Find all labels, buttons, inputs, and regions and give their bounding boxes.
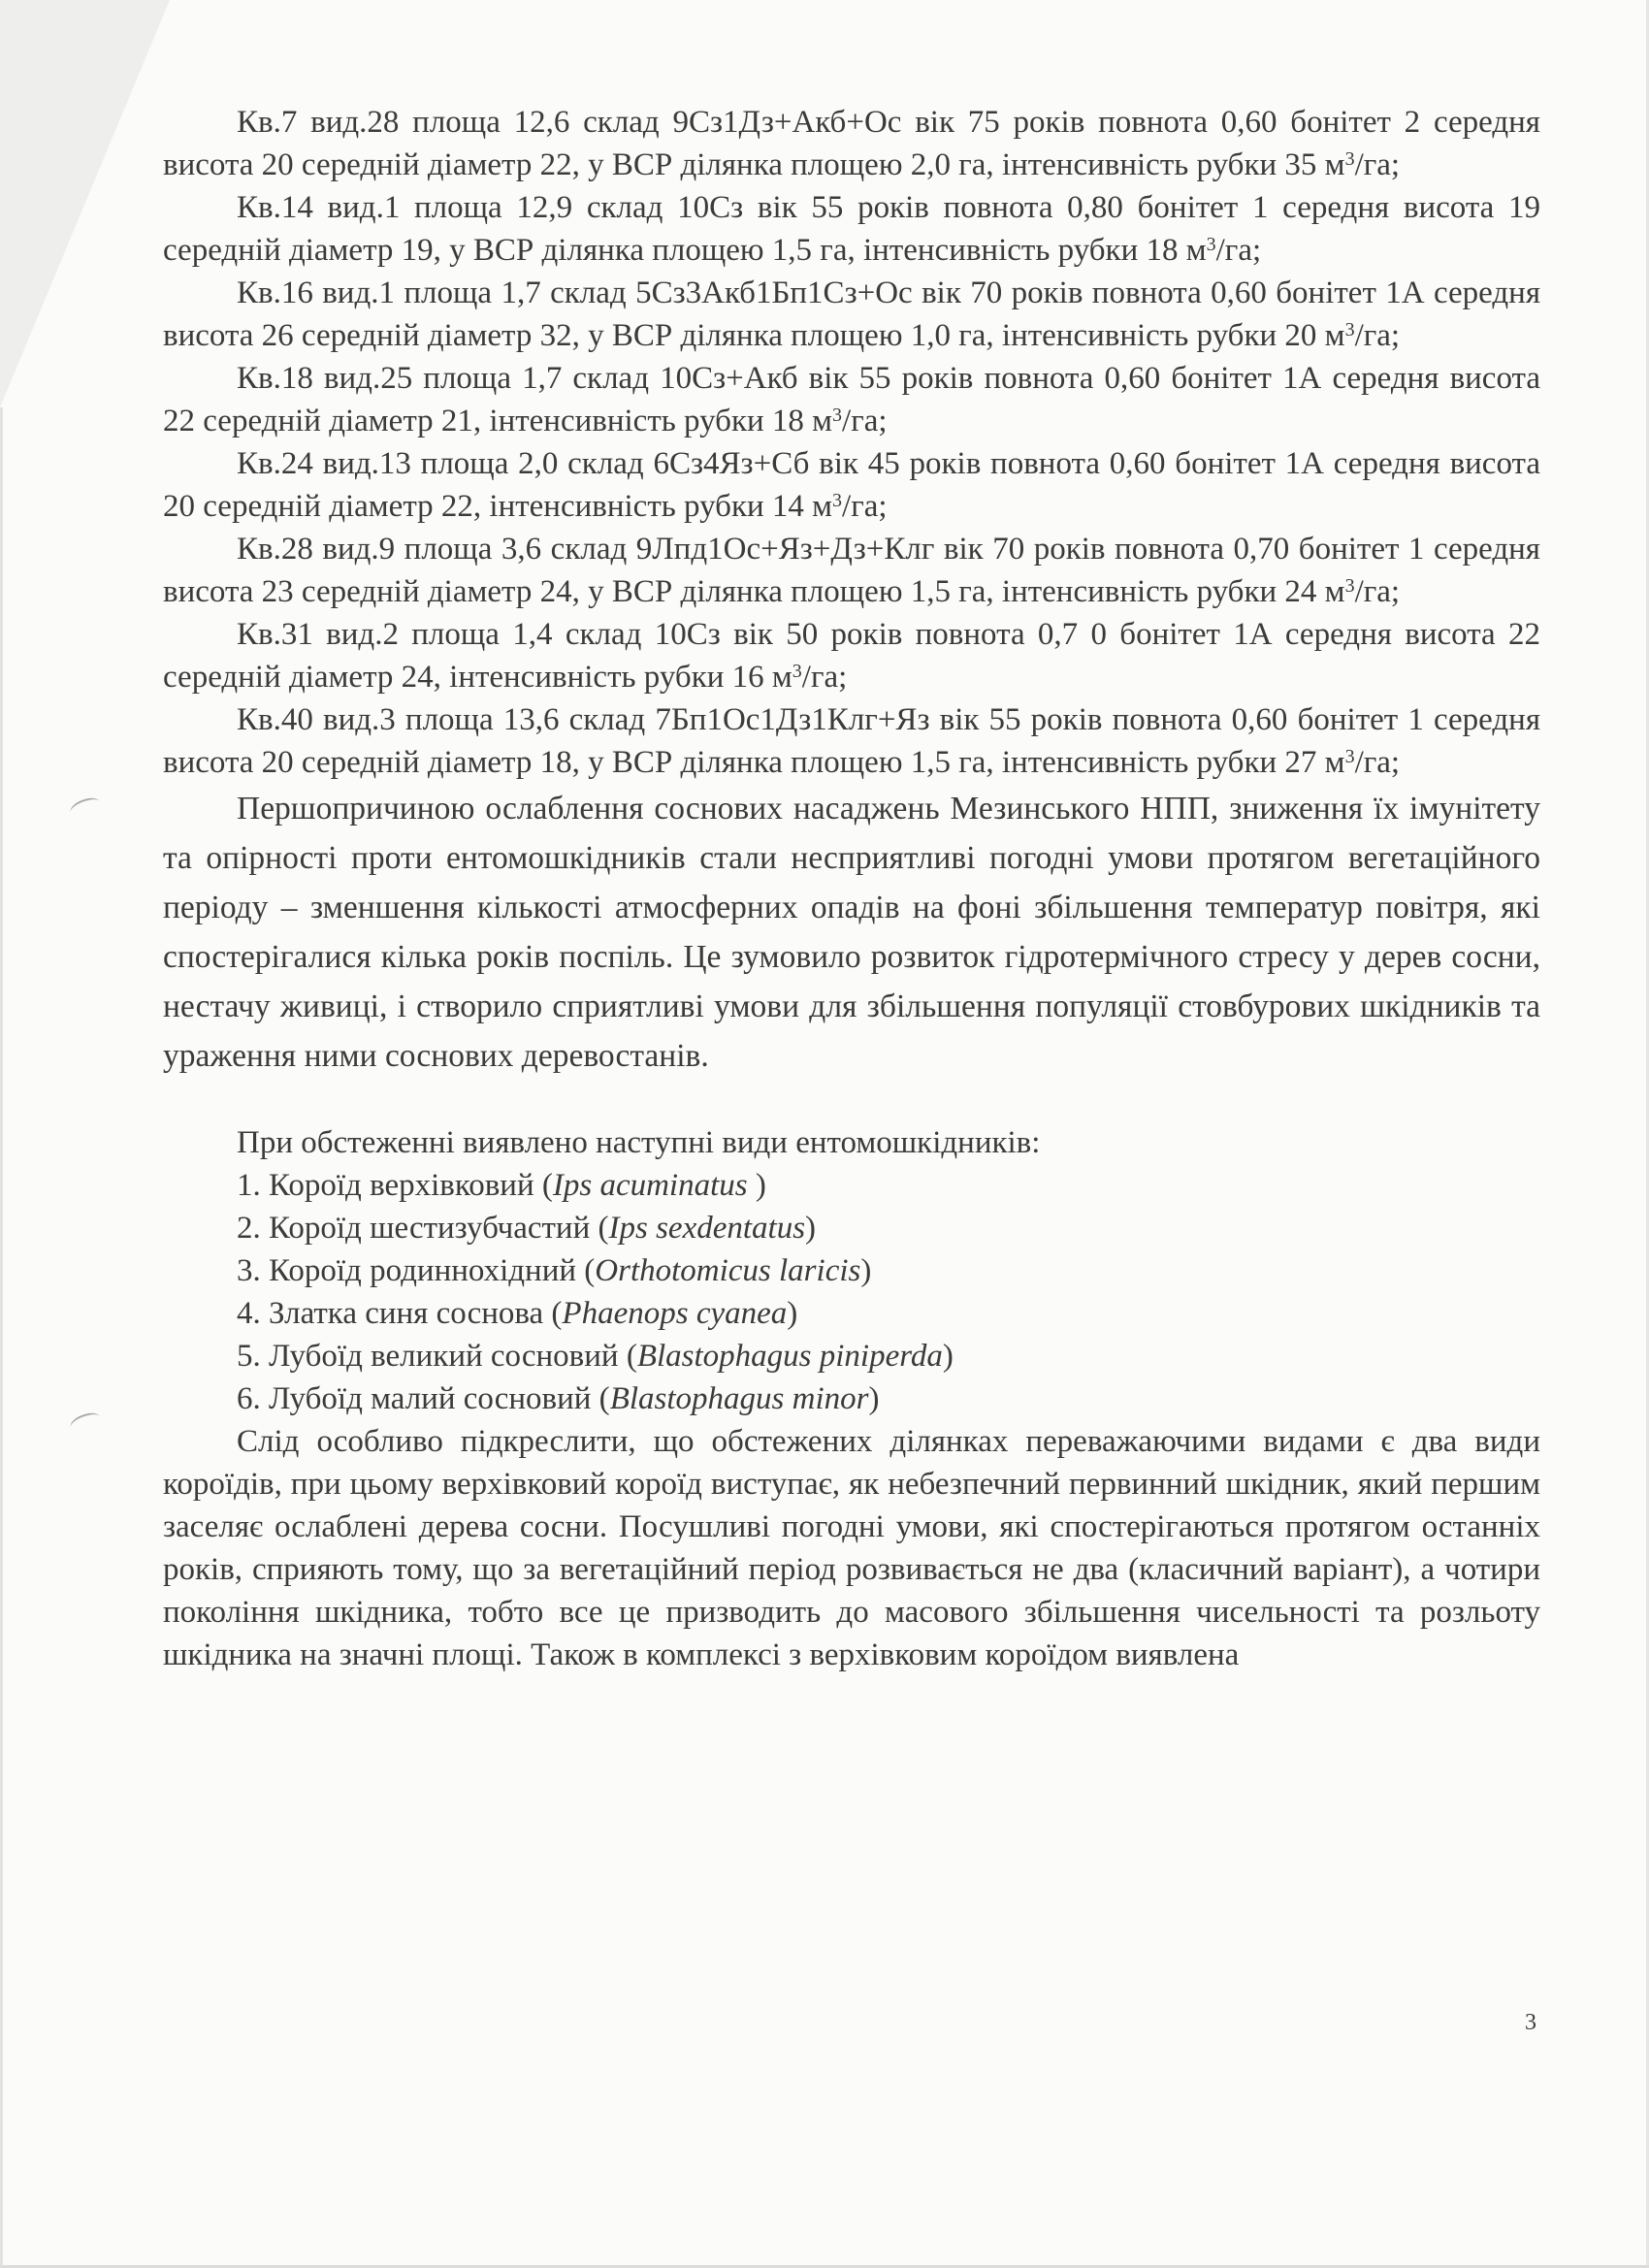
folded-corner-shadow	[0, 0, 170, 407]
document-body	[163, 101, 1540, 1676]
pest-list-item: 3. Короїд родиннохідний (Orthotomicus laricis)	[237, 1253, 872, 1288]
pest-list-item: 2. Короїд шестизубчастий (Ips sexdentatus)	[237, 1211, 817, 1246]
closing-paragraph: Слід особливо підкреслити, що обстежених ділянках переважаючими видами є два види короїдів, при цьому верхівковий короїд виступає, як небезпечний первинний шкідник, який першим заселяє ослаблені дерева сосни. Посушливі погодні умови, які спостерігаються протягом останніх років, сприяють тому, що за вегетаційний період розвивається не два (класичний варіант), а чотири покоління шкідника, тобто все це призводить до масового збільшення чисельності та розльоту шкідника на значні площі. Також в комплексі з верхівковим короїдом виявлена	[163, 1424, 1540, 1672]
quarter-entry: Кв.14 вид.1 площа 12,9 склад 10Сз вік 55 років повнота 0,80 бонітет 1 середня висота 19 середній діаметр 19, у ВСР ділянка площею 1,5 га, інтенсивність рубки 18 $м^3/га$;	[163, 190, 1540, 268]
pest-list-item: 4. Златка синя соснова (Phaenops cyanea)	[237, 1296, 798, 1331]
pest-list-item: 1. Короїд верхівковий (Ips acuminatus )	[237, 1168, 766, 1203]
cause-paragraph: Першопричиною ослаблення соснових насаджень Мезинського НПП, зниження їх імунітету та опірності проти ентомошкідників стали несприятливі погодні умови протягом вегетаційного періоду – зменшення кількості атмосферних опадів на фоні збільшення температур повітря, які спостерігалися кілька років поспіль. Це зумовило розвиток гідротермічного стресу у дерев сосни, нестачу живиці, і створило сприятливі умови для збільшення популяції стовбурових шкідників та ураження ними соснових деревостанів.	[163, 791, 1540, 1074]
scan-left-edge	[0, 407, 3, 2268]
pest-list-item: 5. Лубоїд великий сосновий (Blastophagus piniperda)	[237, 1339, 954, 1374]
quarter-entry: Кв.18 вид.25 площа 1,7 склад 10Сз+Акб вік 55 років повнота 0,60 бонітет 1А середня висота 22 середній діаметр 21, інтенсивність рубки 18 $м^3/га$;	[163, 361, 1540, 438]
page-number: 3	[1525, 2010, 1536, 2035]
quarter-entry: Кв.7 вид.28 площа 12,6 склад 9Сз1Дз+Акб+Ос вік 75 років повнота 0,60 бонітет 2 середня висота 20 середній діаметр 22, у ВСР ділянка площею 2,0 га, інтенсивність рубки 35 $м^3/га$;	[163, 105, 1540, 182]
pest-list-item: 6. Лубоїд малий сосновий (Blastophagus minor)	[237, 1381, 880, 1416]
paragraph-gap	[163, 1081, 1540, 1121]
quarter-entry: Кв.31 вид.2 площа 1,4 склад 10Сз вік 50 років повнота 0,7 0 бонітет 1А середня висота 22 середній діаметр 24, інтенсивність рубки 16 $м^3/га$;	[163, 617, 1540, 695]
quarter-entry: Кв.24 вид.13 площа 2,0 склад 6Сз4Яз+Сб вік 45 років повнота 0,60 бонітет 1А середня висота 20 середній діаметр 22, інтенсивність рубки 14 $м^3/га$;	[163, 446, 1540, 524]
pest-list-intro: При обстеженні виявлено наступні види ентомошкідників:	[237, 1125, 1041, 1160]
quarter-entry: Кв.28 вид.9 площа 3,6 склад 9Лпд1Ос+Яз+Дз+Клг вік 70 років повнота 0,70 бонітет 1 середня висота 23 середній діаметр 24, у ВСР ділянка площею 1,5 га, інтенсивність рубки 24 $м^3/га$;	[163, 532, 1540, 609]
punch-hole-mark	[68, 1409, 103, 1435]
quarter-entry: Кв.40 вид.3 площа 13,6 склад 7Бп1Ос1Дз1Клг+Яз вік 55 років повнота 0,60 бонітет 1 середня висота 20 середній діаметр 18, у ВСР ділянка площею 1,5 га, інтенсивність рубки 27 $м^3/га$;	[163, 702, 1540, 780]
quarter-entry: Кв.16 вид.1 площа 1,7 склад 5Сз3Акб1Бп1Сз+Ос вік 70 років повнота 0,60 бонітет 1А середня висота 26 середній діаметр 32, у ВСР ділянка площею 1,0 га, інтенсивність рубки 20 $м^3/га$;	[163, 275, 1540, 353]
punch-hole-mark	[68, 794, 103, 820]
